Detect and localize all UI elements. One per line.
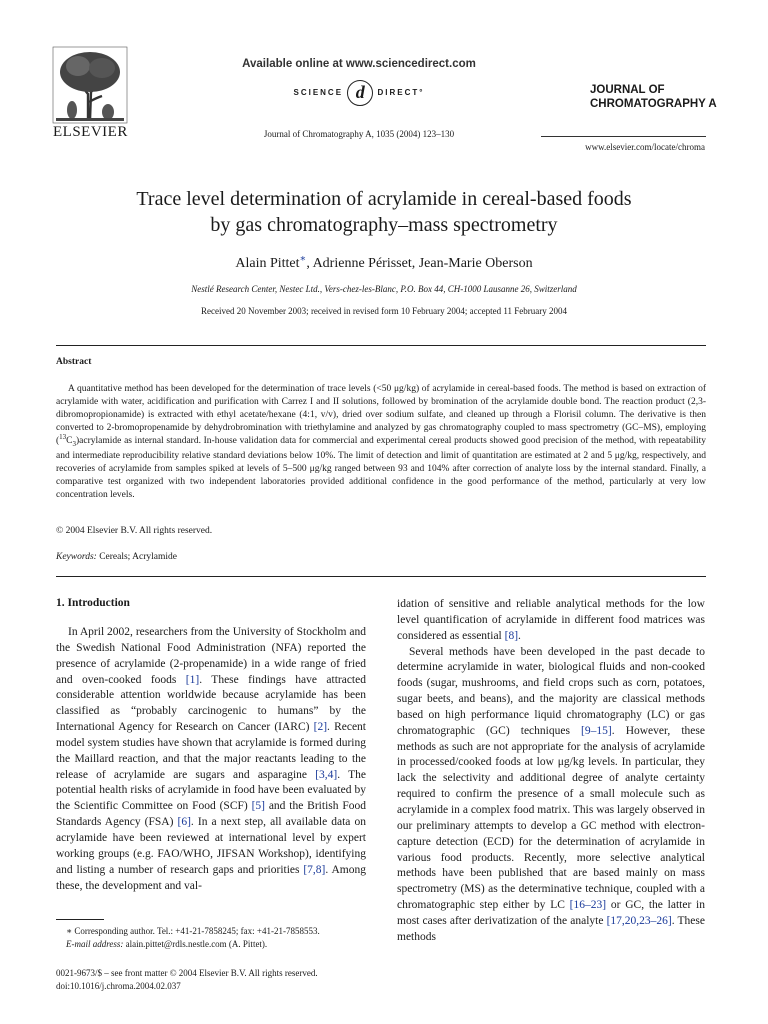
publisher-name: ELSEVIER bbox=[53, 124, 128, 140]
keywords-label: Keywords: bbox=[56, 552, 97, 562]
abstract-sup: 13 bbox=[59, 432, 67, 441]
keywords-values: Cereals; Acrylamide bbox=[96, 552, 178, 562]
citation-link[interactable]: [9–15] bbox=[581, 724, 612, 737]
abstract-top-rule bbox=[56, 345, 706, 346]
citation-link[interactable]: [2] bbox=[313, 721, 328, 734]
affiliation: Nestlé Research Center, Nestec Ltd., Vers-chez-les-Blanc, P.O. Box 44, CH-1000 Lausanne 26, Switzerland bbox=[191, 284, 577, 294]
paragraph-text: and the British Food Standards Agency (FSA) bbox=[56, 800, 366, 829]
sciencedirect-right: DIRECT° bbox=[377, 88, 425, 98]
paragraph-text: . bbox=[518, 629, 521, 642]
sciencedirect-d-icon: d bbox=[347, 80, 373, 106]
publication-info bbox=[56, 967, 376, 992]
issn-line: 0021-9673/$ – see front matter © 2004 Elsevier B.V. All rights reserved. bbox=[56, 968, 318, 978]
abstract-part-c: )acrylamide as internal standard. In-house validation data for commercial and experimental cereal products showed good precision of the method, with repeatability and intermediate reproducibility relative standard deviations below 10%. The limit of detection and limit of quantitation are estimated at 2 and 5 μg/kg, respectively, and recoveries of acrylamide from samples spiked at levels of 5–500 μg/kg ranged between 93 and 104% after correction of analyte loss by the internal standard. Finally, a comparative test organized with two independent laboratories provided additional confidence in the good performance of the method, particularly at very low concentration levels. bbox=[56, 435, 706, 501]
journal-citation: Journal of Chromatography A, 1035 (2004) 123–130 bbox=[263, 129, 455, 139]
doi-line[interactable]: doi:10.1016/j.chroma.2004.02.037 bbox=[56, 980, 181, 991]
abstract-copyright: © 2004 Elsevier B.V. All rights reserved. bbox=[56, 526, 213, 536]
available-online-text: Available online at www.sciencedirect.com bbox=[242, 58, 476, 70]
corresponding-marker[interactable]: ∗ bbox=[299, 253, 307, 265]
article-title bbox=[40, 186, 728, 238]
intro-paragraph-1-cont bbox=[397, 597, 705, 645]
citation-link[interactable]: [8] bbox=[504, 629, 519, 642]
journal-name-line1: JOURNAL OF bbox=[590, 84, 665, 96]
abstract-heading: Abstract bbox=[56, 357, 92, 367]
author-list bbox=[40, 253, 728, 272]
citation-link[interactable]: [17,20,23–26] bbox=[606, 914, 672, 927]
paragraph-text: . In a next step, all available data on acrylamide have been reviewed at international level by expert working groups (e.g. FAO/WHO, JIFSAN Workshop), identifying and listing a number of research gaps and priorities bbox=[56, 816, 366, 876]
citation-link[interactable]: [3,4] bbox=[315, 768, 338, 781]
paragraph-text: In April 2002, researchers from the University of Stockholm and the Swedish National Food Administration (NFA) reported the presence of acrylamide (2-propenamide) in a wide range of fried and oven-cooked foods bbox=[56, 626, 366, 686]
email-label: E-mail address: bbox=[66, 938, 124, 949]
paragraph-text: . These methods bbox=[397, 914, 705, 943]
paragraph-text: . These findings have attracted considerable attention worldwide because acrylamide has been classified as “probably carcinogenic to humans” by the International Agency for Research on Cancer (IARC) bbox=[56, 673, 366, 734]
sciencedirect-logo bbox=[232, 80, 486, 106]
abstract-text bbox=[56, 383, 706, 502]
citation-link[interactable]: [6] bbox=[177, 816, 191, 829]
received-dates: Received 20 November 2003; received in revised form 10 February 2004; accepted 11 February 2004 bbox=[200, 306, 568, 316]
abstract-part-a: A quantitative method has been developed for the determination of trace levels (<50 μg/kg) of acrylamide in cereal-based foods. The method is based on extraction of acrylamide with water, acidification and purification with Carrez I and II solutions, followed by bromination of the acrylamide double bond. The reaction product (2,3-dibromopropionamide) is extracted with ethyl acetate/hexane (4:1, v/v), dried over sodium sulfate, and cleaned up through a Florisil column. The derivative is then converted to 2-bromopropenamide by dehydrobromination with triethylamine and analyzed by gas chromatography coupled to mass spectrometry (GC–MS), employing ( bbox=[56, 384, 706, 446]
abstract-bottom-rule bbox=[56, 576, 706, 577]
paragraph-text: . Recent model system studies have shown that acrylamide is formed during the Maillard reaction, and that the major reactants leading to the release of acrylamide are sugars and asparagine bbox=[56, 721, 366, 781]
footnote bbox=[56, 925, 376, 950]
footnote-rule bbox=[56, 919, 104, 920]
journal-url: www.elsevier.com/locate/chroma bbox=[585, 142, 705, 152]
author-others: , Adrienne Périsset, Jean-Marie Oberson bbox=[306, 256, 533, 271]
citation-link[interactable]: [16–23] bbox=[569, 899, 607, 912]
abstract-part-b: C bbox=[66, 435, 73, 446]
citation-link[interactable]: [5] bbox=[251, 800, 265, 813]
header-divider bbox=[541, 136, 706, 137]
paragraph-text: Several methods have been developed in the past decade to determine acrylamide in water, biological fluids and non-cooked foods (sugar, mushrooms, and field crops such as corn, potatoes, sugar beets, and beans), and the majority are classical methods based on high performance liquid chromatography (LC) or gas chromatographic (GC) techniques bbox=[397, 645, 705, 737]
title-line1: Trace level determination of acrylamide in cereal-based foods bbox=[136, 188, 632, 210]
paragraph-text: . The potential health risks of acrylamide in food have been evaluated by the Scientific Committee on Food (SCF) bbox=[56, 768, 366, 813]
email-address[interactable]: alain.pittet@rdls.nestle.com (A. Pittet). bbox=[123, 938, 268, 949]
intro-paragraph-2 bbox=[397, 645, 705, 946]
journal-name bbox=[590, 83, 717, 111]
section-heading-introduction: 1. Introduction bbox=[56, 597, 130, 609]
paragraph-text: . Among these, the development and val- bbox=[56, 863, 366, 892]
footnote-email bbox=[56, 938, 376, 951]
sciencedirect-left: SCIENCE bbox=[293, 88, 344, 98]
elsevier-tree-logo bbox=[52, 46, 128, 124]
footnote-corresponding: ∗ Corresponding author. Tel.: +41-21-7858245; fax: +41-21-7858553. bbox=[66, 926, 320, 936]
citation-link[interactable]: [1] bbox=[185, 673, 200, 686]
paragraph-text: or GC, the latter in most cases after derivatization of the analyte bbox=[397, 899, 705, 927]
paragraph-text: . However, these methods as such are not appropriate for the analysis of acrylamide in processed/cooked foods at low μg/kg levels. In particular, they lack the selectivity and additional degree of analyte certainty required to confirm the presence of a small molecule such as acrylamide in a complex food matrix. This was largely observed in our preliminary attempts to develop a GC method with electron-capture detection (ECD) for the determination of acrylamide in various food products. Recently, more selective analytical methods have been published that are based mainly on mass spectrometry (MS) as the determinative technique, coupled with a chromatographic step either by LC bbox=[397, 724, 705, 912]
abstract-sub: 3 bbox=[72, 439, 77, 448]
paragraph-text: idation of sensitive and reliable analytical methods for the low level quantification of acrylamide in different food matrices was considered as essential bbox=[397, 598, 705, 642]
author-pittet: Alain Pittet bbox=[235, 256, 300, 271]
right-column bbox=[397, 597, 705, 946]
intro-paragraph-1 bbox=[56, 625, 366, 894]
title-line2: by gas chromatography–mass spectrometry bbox=[210, 214, 558, 236]
keywords bbox=[56, 552, 177, 562]
citation-link[interactable]: [7,8] bbox=[303, 863, 326, 876]
left-column bbox=[56, 625, 366, 894]
journal-name-line2: CHROMATOGRAPHY A bbox=[590, 98, 717, 110]
